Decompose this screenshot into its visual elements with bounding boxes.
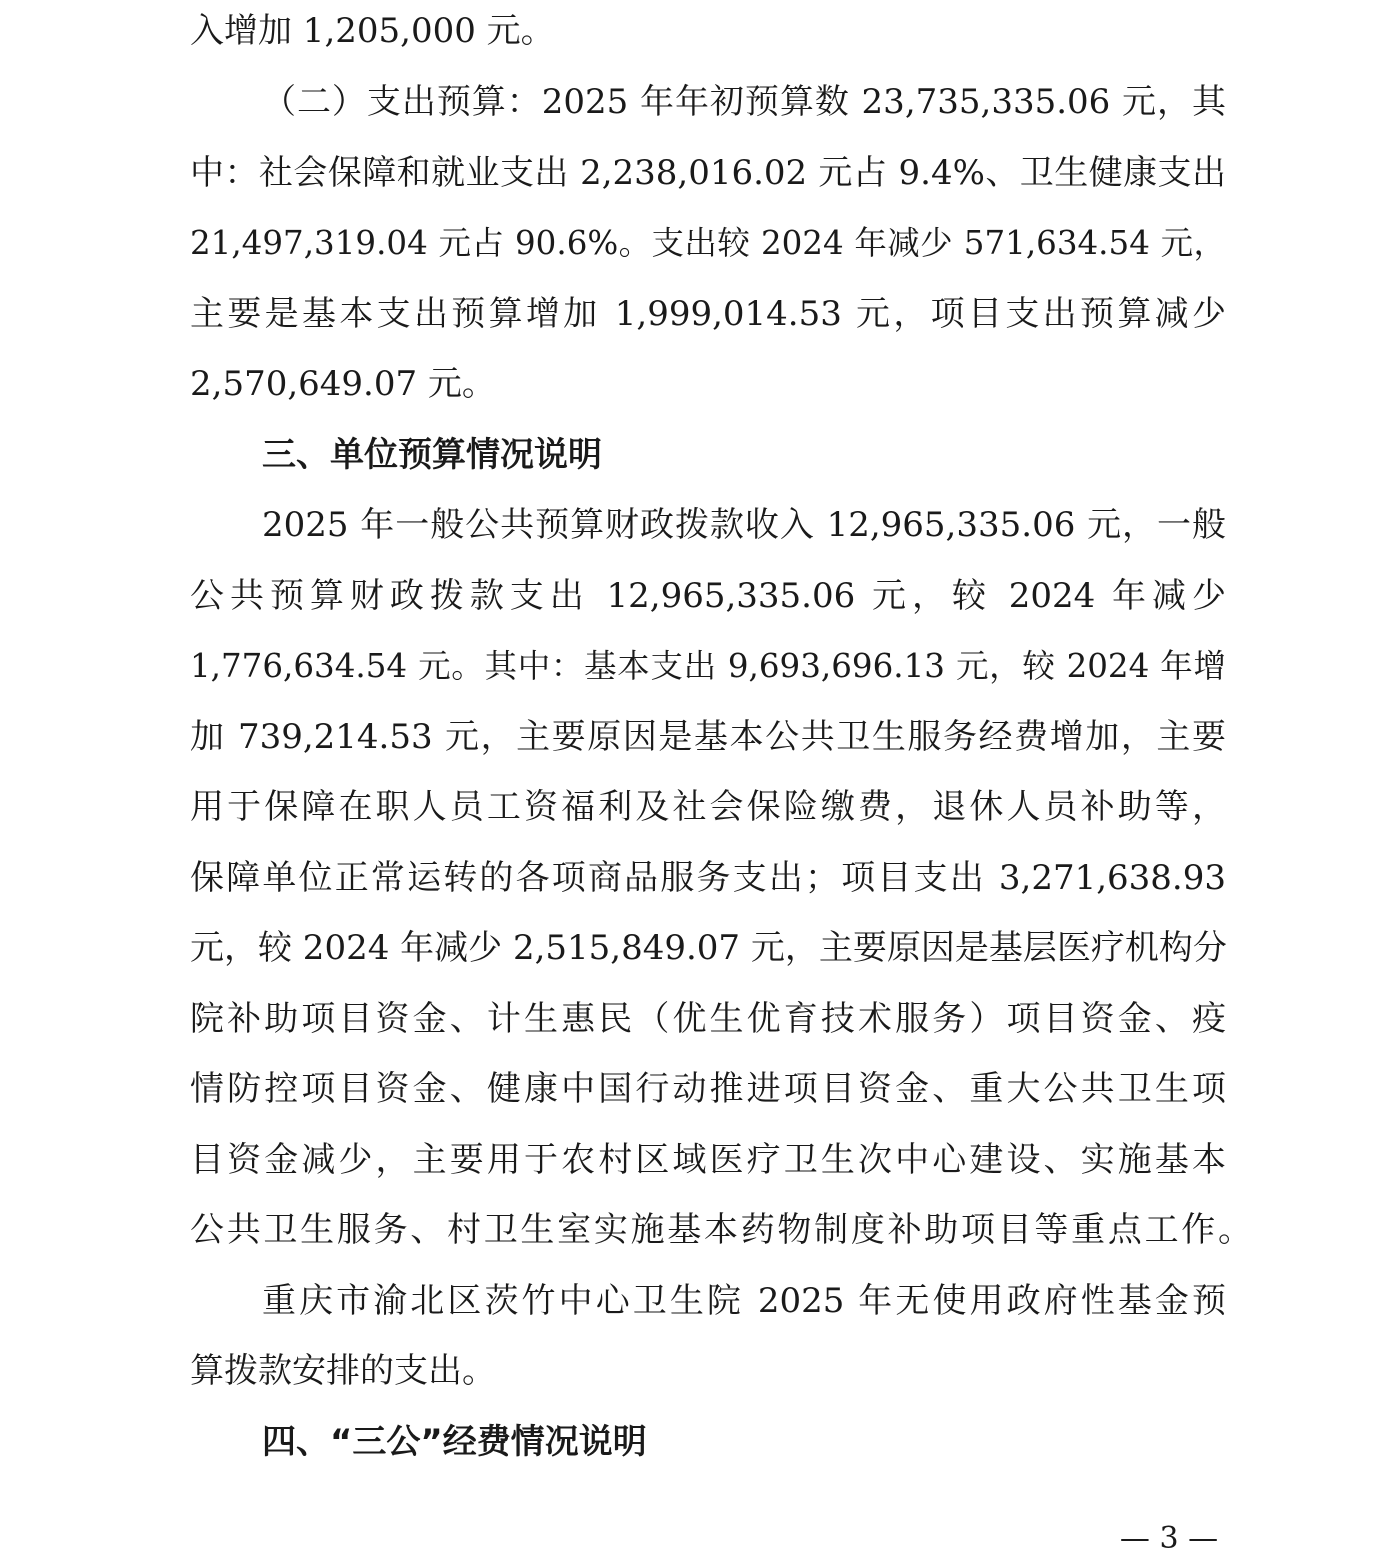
text-line: 保障单位正常运转的各项商品服务支出；项目支出 3,271,638.93 xyxy=(190,858,1226,898)
section-heading-unit-budget: 三、单位预算情况说明 xyxy=(262,435,602,475)
text-line: 公共卫生服务、村卫生室实施基本药物制度补助项目等重点工作。 xyxy=(190,1210,1252,1250)
text-line: 加 739,214.53 元，主要原因是基本公共卫生服务经费增加，主要 xyxy=(190,717,1226,757)
text-line: 2025 年一般公共预算财政拨款收入 12,965,335.06 元，一般 xyxy=(262,505,1226,545)
text-line: 目资金减少，主要用于农村区域医疗卫生次中心建设、实施基本 xyxy=(190,1140,1226,1180)
text-line: 用于保障在职人员工资福利及社会保险缴费，退休人员补助等， xyxy=(190,787,1226,827)
text-line: 21,497,319.04 元占 90.6%。支出较 2024 年减少 571,634.54 元， xyxy=(190,224,1226,262)
text-line: 元，较 2024 年减少 2,515,849.07 元，主要原因是基层医疗机构分 xyxy=(190,928,1227,968)
text-line: 2,570,649.07 元。 xyxy=(190,364,496,404)
text-line: 主要是基本支出预算增加 1,999,014.53 元，项目支出预算减少 xyxy=(190,294,1226,334)
page-number: — 3 — xyxy=(1119,1521,1219,1556)
text-line: 1,776,634.54 元。其中：基本支出 9,693,696.13 元，较 2024 年增 xyxy=(190,647,1226,685)
text-line: （二）支出预算：2025 年年初预算数 23,735,335.06 元，其 xyxy=(262,82,1226,122)
section-heading-three-public-expenses: 四、“三公”经费情况说明 xyxy=(262,1422,647,1462)
text-line: 重庆市渝北区茨竹中心卫生院 2025 年无使用政府性基金预 xyxy=(262,1281,1226,1321)
text-line: 入增加 1,205,000 元。 xyxy=(190,11,555,51)
text-line: 情防控项目资金、健康中国行动推进项目资金、重大公共卫生项 xyxy=(190,1069,1226,1109)
text-line: 中：社会保障和就业支出 2,238,016.02 元占 9.4%、卫生健康支出 xyxy=(190,153,1226,193)
text-line: 算拨款安排的支出。 xyxy=(190,1351,496,1391)
text-line: 院补助项目资金、计生惠民（优生优育技术服务）项目资金、疫 xyxy=(190,999,1226,1039)
text-line: 公共预算财政拨款支出 12,965,335.06 元，较 2024 年减少 xyxy=(190,576,1226,616)
